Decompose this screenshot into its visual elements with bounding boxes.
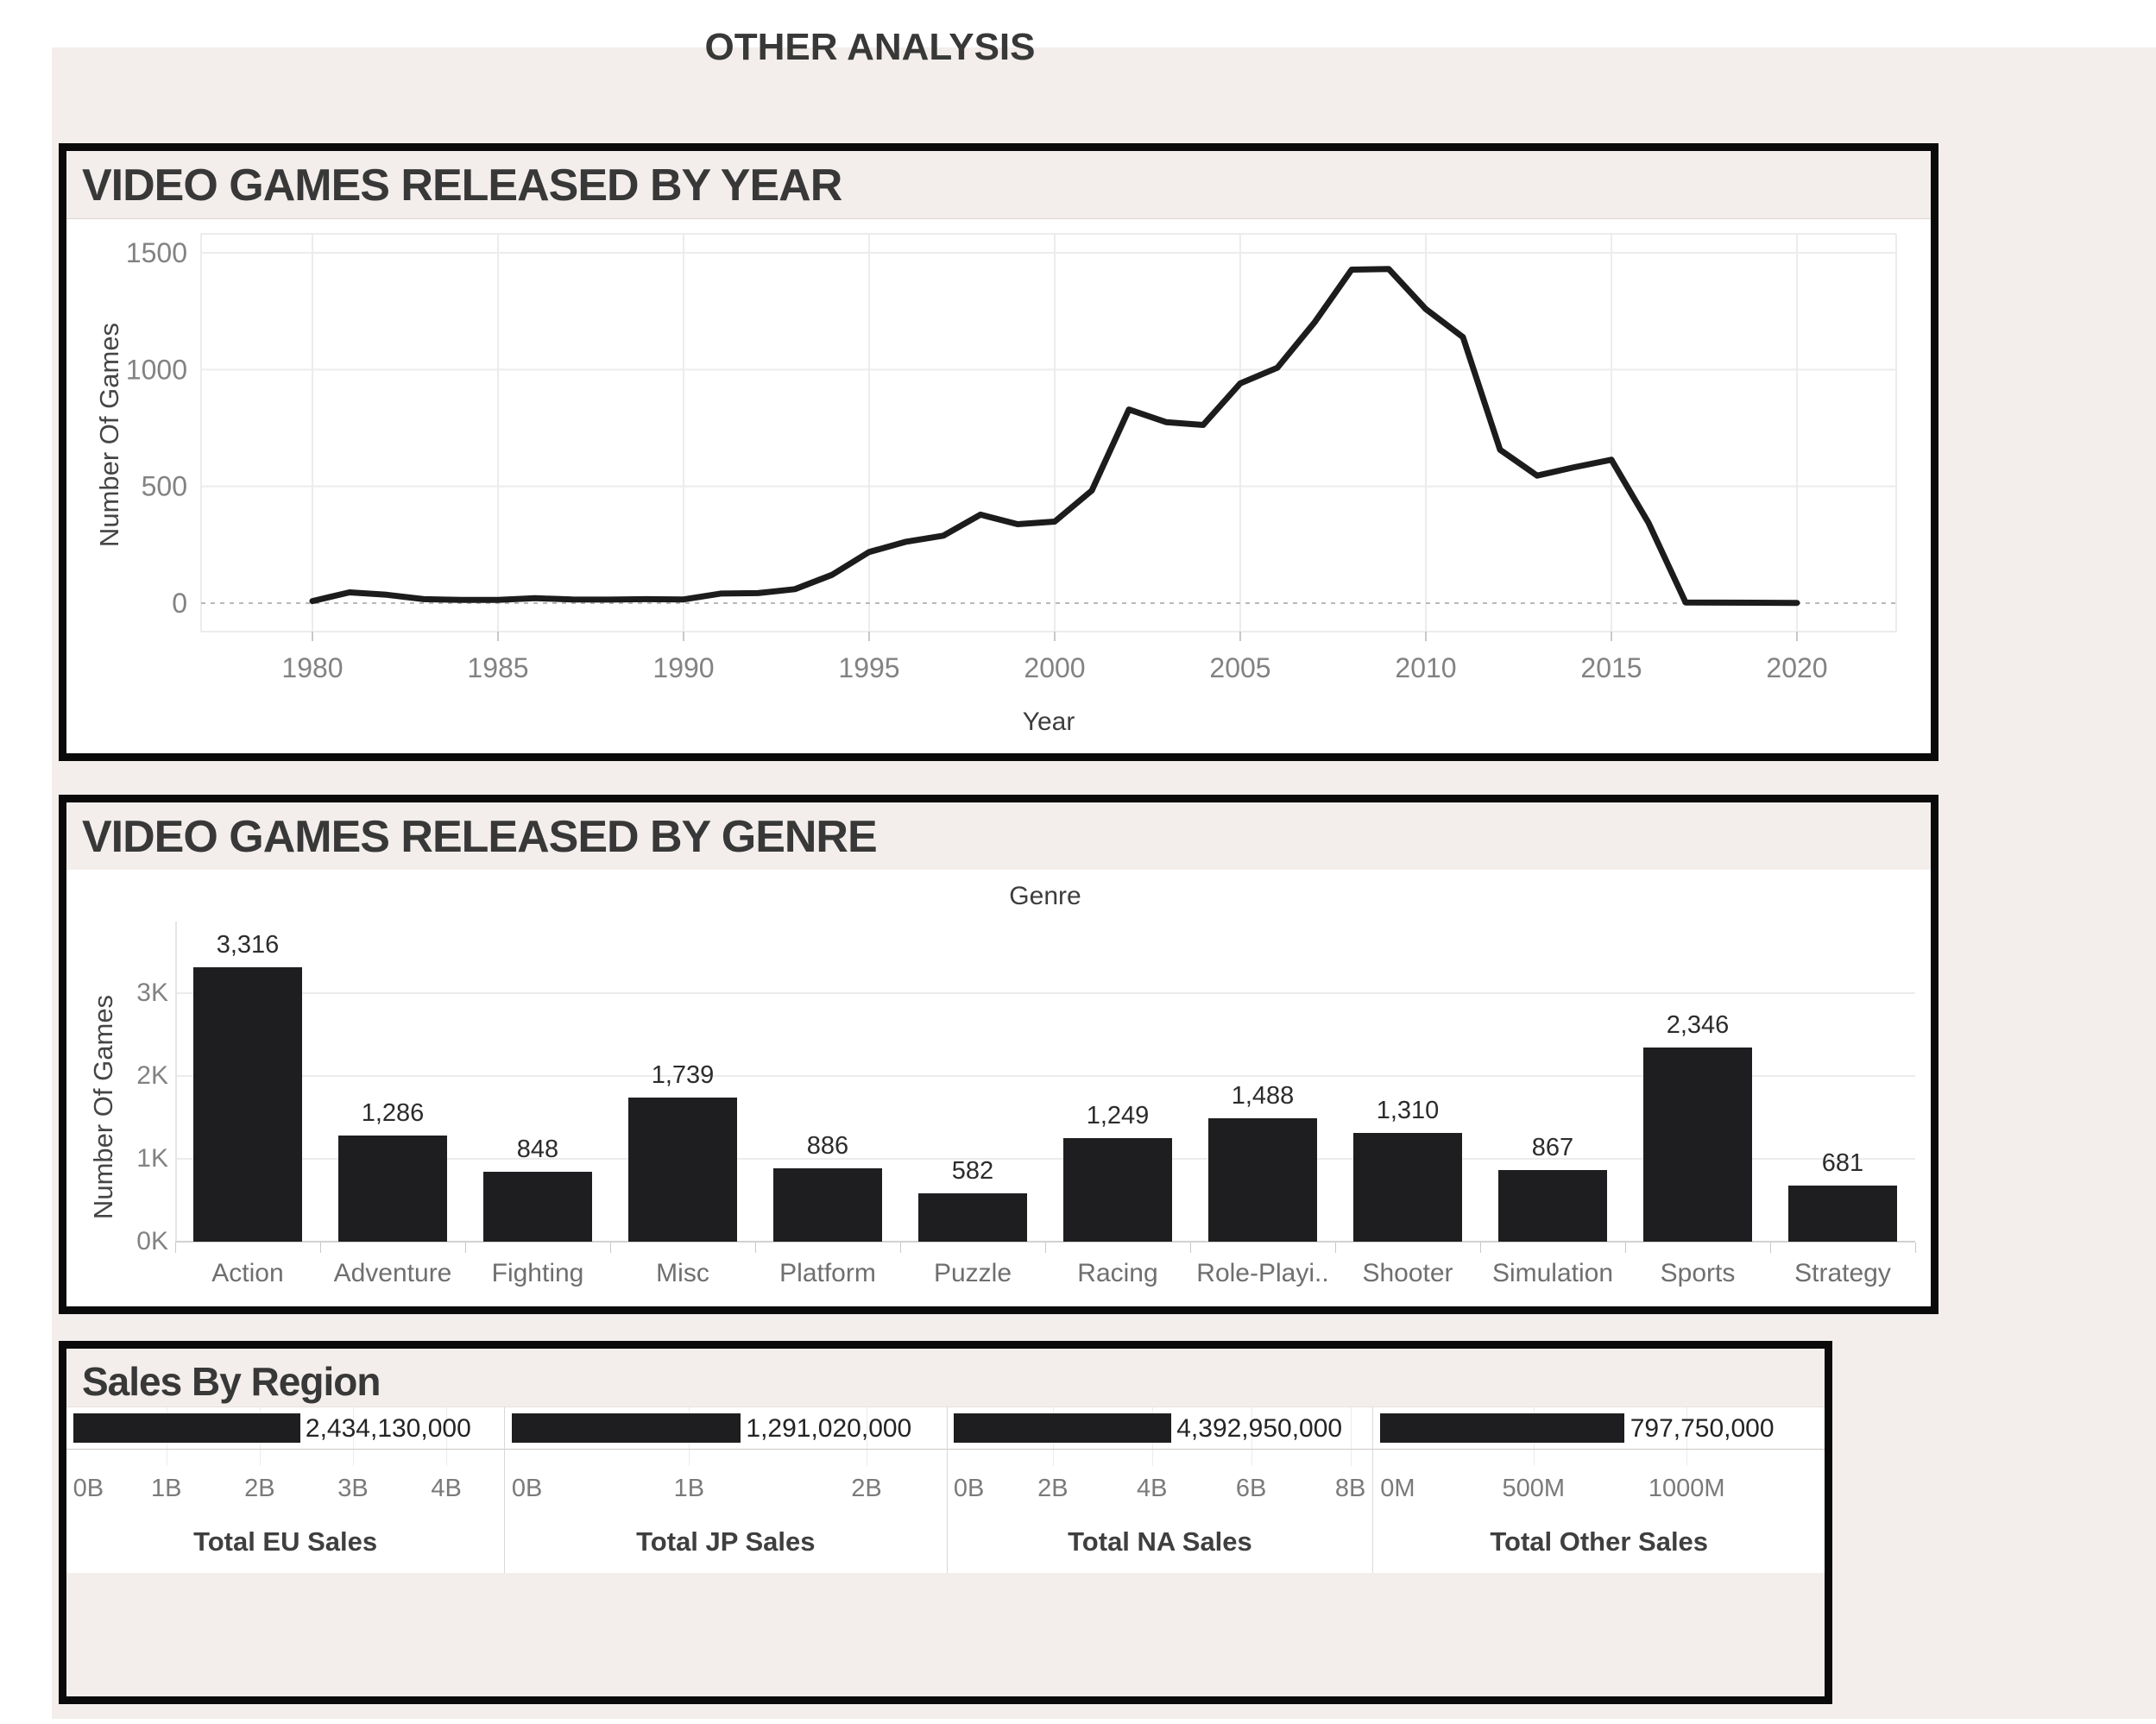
genre-category-tick [1045, 1243, 1046, 1253]
genre-bar-value-label: 2,346 [1666, 1011, 1730, 1039]
panel-games-by-genre [59, 795, 1939, 1314]
genre-y-tick-label: 3K [136, 978, 168, 1007]
genre-category-label: Puzzle [933, 1259, 1012, 1287]
sales-axis-tick-label: 2B [1037, 1475, 1069, 1502]
sales-axis-tick-label: 0B [511, 1475, 543, 1502]
year-chart-x-axis-label: Year [1022, 708, 1075, 736]
genre-chart-y-axis-label: Number Of Games [88, 994, 118, 1220]
genre-bar[interactable] [483, 1172, 592, 1242]
genre-category-label: Simulation [1491, 1259, 1614, 1287]
panel-games-by-year [59, 143, 1939, 761]
sales-chart-area [66, 1406, 1825, 1573]
genre-category-tick [1915, 1243, 1916, 1253]
sales-bar[interactable] [73, 1413, 300, 1443]
sales-bar-value-label: 2,434,130,000 [305, 1414, 471, 1443]
sales-bar[interactable] [512, 1413, 741, 1443]
genre-y-gridline [175, 992, 1915, 994]
genre-bar[interactable] [628, 1098, 737, 1242]
genre-category-tick [1335, 1243, 1336, 1253]
sales-bar[interactable] [1380, 1413, 1624, 1443]
sales-bar[interactable] [954, 1413, 1171, 1443]
sales-row [66, 1407, 1825, 1573]
panel-games-by-year-title: VIDEO GAMES RELEASED BY YEAR [82, 160, 842, 211]
sales-axis-tick-label: 500M [1502, 1475, 1566, 1502]
panel-games-by-genre-header [66, 802, 1931, 871]
sales-axis-tick-label: 6B [1235, 1475, 1267, 1502]
genre-category-label: Platform [779, 1259, 876, 1287]
sales-axis-tick-label: 4B [1137, 1475, 1168, 1502]
genre-category-label: Action [211, 1259, 284, 1287]
genre-category-label: Fighting [491, 1259, 584, 1287]
genre-category-label: Sports [1660, 1259, 1736, 1287]
year-chart-y-axis-label: Number Of Games [94, 322, 124, 548]
sales-subchart [504, 1407, 946, 1573]
x-tick-label: 1980 [281, 652, 344, 683]
genre-bar[interactable] [1063, 1138, 1172, 1242]
sales-axis-tick-label: 3B [337, 1475, 369, 1502]
x-tick-label: 1995 [838, 652, 900, 683]
sales-axis-tick-label: 1000M [1648, 1475, 1725, 1502]
genre-category-tick [900, 1243, 901, 1253]
x-tick-label: 2015 [1580, 652, 1642, 683]
panel-sales-by-region [59, 1341, 1832, 1704]
genre-y-tick-label: 1K [136, 1144, 168, 1173]
sales-axis-tick-label: 8B [1334, 1475, 1366, 1502]
sales-axis-tick-label: 2B [851, 1475, 882, 1502]
sales-axis-tick-label: 0B [953, 1475, 985, 1502]
sales-subchart-title: Total JP Sales [636, 1526, 816, 1557]
sales-subchart [66, 1407, 504, 1573]
genre-category-label: Misc [656, 1259, 709, 1287]
genre-column-header: Genre [1009, 882, 1081, 910]
genre-y-tick-label: 2K [136, 1061, 168, 1090]
sales-bar-cell [948, 1407, 1373, 1450]
sales-bar-cell [505, 1407, 946, 1450]
sales-bar-value-label: 4,392,950,000 [1176, 1414, 1343, 1443]
genre-bar[interactable] [1353, 1133, 1462, 1242]
sales-subchart-title: Total NA Sales [1068, 1526, 1252, 1557]
sales-axis-tick-label: 0B [72, 1475, 104, 1502]
genre-bar[interactable] [918, 1193, 1027, 1242]
genre-chart-area [66, 870, 1931, 1306]
genre-category-tick [175, 1243, 176, 1253]
genre-category-tick [1480, 1243, 1481, 1253]
genre-category-tick [320, 1243, 321, 1253]
genre-category-label: Strategy [1794, 1259, 1891, 1287]
genre-bar[interactable] [1208, 1118, 1317, 1242]
sales-bar-value-label: 797,750,000 [1630, 1414, 1775, 1443]
sales-subchart [947, 1407, 1373, 1573]
y-tick-label: 500 [141, 470, 187, 502]
genre-category-label: Adventure [333, 1259, 452, 1287]
year-chart-area [66, 219, 1931, 753]
sales-axis-tick-label: 4B [431, 1475, 462, 1502]
sales-axis-tick-label: 1B [150, 1475, 182, 1502]
genre-bar-value-label: 886 [806, 1132, 849, 1160]
x-tick-label: 2000 [1024, 652, 1086, 683]
sales-subchart-title: Total EU Sales [193, 1526, 378, 1557]
genre-category-tick [465, 1243, 466, 1253]
genre-category-label: Shooter [1362, 1259, 1453, 1287]
genre-bar-value-label: 867 [1531, 1134, 1574, 1161]
genre-bar-value-label: 1,286 [361, 1099, 425, 1127]
x-tick-label: 1985 [467, 652, 529, 683]
genre-bar[interactable] [1643, 1048, 1752, 1242]
y-tick-label: 1000 [125, 354, 187, 386]
genre-bar-plot [66, 870, 1931, 1306]
genre-bar-value-label: 681 [1821, 1149, 1864, 1177]
genre-bar[interactable] [1498, 1170, 1607, 1242]
year-line-chart[interactable] [66, 219, 1931, 752]
genre-bar[interactable] [338, 1136, 447, 1242]
sales-bar-cell [66, 1407, 504, 1450]
x-tick-label: 2020 [1766, 652, 1828, 683]
panel-sales-header [66, 1349, 1825, 1414]
x-tick-label: 1990 [652, 652, 715, 683]
sales-axis-tick-label: 2B [244, 1475, 275, 1502]
genre-category-tick [1190, 1243, 1191, 1253]
genre-bar-value-label: 582 [951, 1157, 994, 1185]
sales-bar-value-label: 1,291,020,000 [746, 1414, 912, 1443]
x-tick-label: 2005 [1209, 652, 1271, 683]
sales-axis-tick-label: 1B [673, 1475, 705, 1502]
y-tick-label: 0 [172, 588, 187, 619]
genre-bar[interactable] [193, 967, 302, 1242]
x-tick-label: 2010 [1395, 652, 1457, 683]
genre-category-tick [755, 1243, 756, 1253]
panel-sales-title: Sales By Region [82, 1359, 381, 1404]
y-tick-label: 1500 [125, 236, 187, 268]
genre-category-label: Racing [1077, 1259, 1158, 1287]
genre-bar-value-label: 1,488 [1231, 1082, 1295, 1110]
genre-bar-value-label: 1,739 [651, 1061, 715, 1089]
genre-bar-value-label: 848 [516, 1136, 559, 1163]
genre-category-label: Role-Playi.. [1196, 1259, 1329, 1287]
panel-games-by-genre-title: VIDEO GAMES RELEASED BY GENRE [82, 812, 877, 862]
genre-category-tick [1625, 1243, 1626, 1253]
sales-bar-cell [1373, 1407, 1825, 1450]
dashboard-title: OTHER ANALYSIS [704, 26, 1036, 68]
genre-bar-value-label: 1,249 [1086, 1102, 1150, 1129]
genre-category-tick [1770, 1243, 1771, 1253]
genre-bar-value-label: 1,310 [1376, 1097, 1440, 1124]
panel-games-by-year-header [66, 151, 1931, 219]
genre-bar[interactable] [773, 1168, 882, 1242]
genre-y-tick-label: 0K [136, 1227, 168, 1255]
genre-bar[interactable] [1788, 1186, 1897, 1242]
sales-subchart-title: Total Other Sales [1490, 1526, 1709, 1557]
genre-y-axis-line [175, 922, 177, 1242]
genre-bar-value-label: 3,316 [216, 931, 280, 959]
genre-category-tick [610, 1243, 611, 1253]
sales-subchart [1372, 1407, 1825, 1573]
sales-axis-tick-label: 0M [1380, 1475, 1415, 1502]
